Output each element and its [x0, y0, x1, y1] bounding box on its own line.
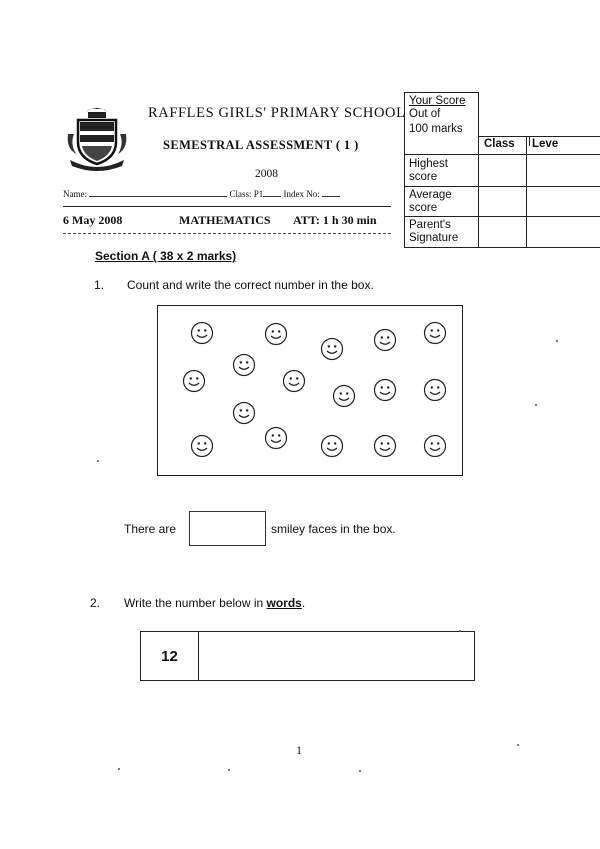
words-answer-field[interactable] — [200, 632, 474, 680]
smiley-face-icon — [190, 321, 214, 345]
smiley-face-icon — [264, 322, 288, 346]
smiley-face-icon — [423, 321, 447, 345]
name-class-index-row — [63, 188, 393, 199]
exam-date: 6 May 2008 — [63, 213, 123, 227]
average-score-label: Average score — [409, 189, 452, 214]
smiley-face-icon — [182, 369, 206, 393]
index-label: Index No: — [283, 189, 320, 199]
class-column-header: Class — [484, 138, 515, 150]
question-text: Count and write the correct number in the box. — [127, 278, 374, 292]
smiley-face-icon — [232, 353, 256, 377]
smiley-face-icon — [373, 434, 397, 458]
smiley-face-icon — [423, 434, 447, 458]
name-field[interactable] — [89, 188, 227, 197]
scan-speck — [97, 460, 99, 462]
scan-speck — [535, 404, 537, 406]
assessment-title: SEMESTRAL ASSESSMENT ( 1 ) — [163, 138, 359, 152]
smiley-face-icon — [320, 434, 344, 458]
page-number: 1 — [296, 743, 302, 757]
exam-time: ATT: 1 h 30 min — [293, 213, 377, 227]
parent-signature-label: Parent's Signature — [409, 219, 459, 244]
score-table — [404, 92, 600, 248]
class-label: Class: P1 — [229, 189, 264, 199]
smiley-face-icon — [264, 426, 288, 450]
emphasis-word: words — [266, 596, 302, 610]
level-column-header: Leve — [532, 138, 559, 150]
answer-box[interactable] — [189, 511, 266, 546]
smiley-face-icon — [332, 384, 356, 408]
given-number: 12 — [141, 632, 199, 680]
scan-speck — [556, 340, 558, 342]
school-crest-logo — [64, 104, 130, 174]
answer-suffix: smiley faces in the box. — [271, 522, 396, 536]
smiley-face-icon — [423, 378, 447, 402]
question-number: 2. — [90, 596, 101, 610]
exam-subject: MATHEMATICS — [179, 213, 271, 227]
scan-speck — [118, 768, 120, 770]
highest-score-label: Highest score — [409, 158, 448, 183]
your-score-label: Your Score — [409, 95, 466, 107]
section-heading: Section A ( 38 x 2 marks) — [95, 249, 237, 263]
number-words-table — [140, 631, 475, 681]
school-name: RAFFLES GIRLS' PRIMARY SCHOOL — [148, 105, 406, 121]
out-of-label: Out of — [409, 108, 441, 120]
scan-speck — [517, 744, 519, 746]
assessment-year: 2008 — [255, 168, 278, 180]
answer-prefix: There are — [124, 522, 177, 536]
header-divider-dashed — [63, 233, 391, 234]
header-divider — [63, 206, 391, 207]
name-label: Name: — [63, 189, 87, 199]
smiley-face-icon — [232, 401, 256, 425]
smiley-face-icon — [373, 328, 397, 352]
index-field[interactable] — [322, 188, 340, 197]
smiley-face-icon — [190, 434, 214, 458]
smiley-face-icon — [282, 369, 306, 393]
scan-speck — [228, 769, 230, 771]
question-text: Write the number below in words. — [124, 596, 306, 610]
scan-speck — [359, 770, 361, 772]
scan-speck — [459, 630, 461, 632]
smiley-faces-box — [157, 305, 463, 476]
max-marks-label: 100 marks — [409, 123, 463, 135]
question-number: 1. — [94, 278, 105, 292]
class-field[interactable] — [263, 188, 281, 197]
smiley-face-icon — [320, 337, 344, 361]
smiley-face-icon — [373, 378, 397, 402]
